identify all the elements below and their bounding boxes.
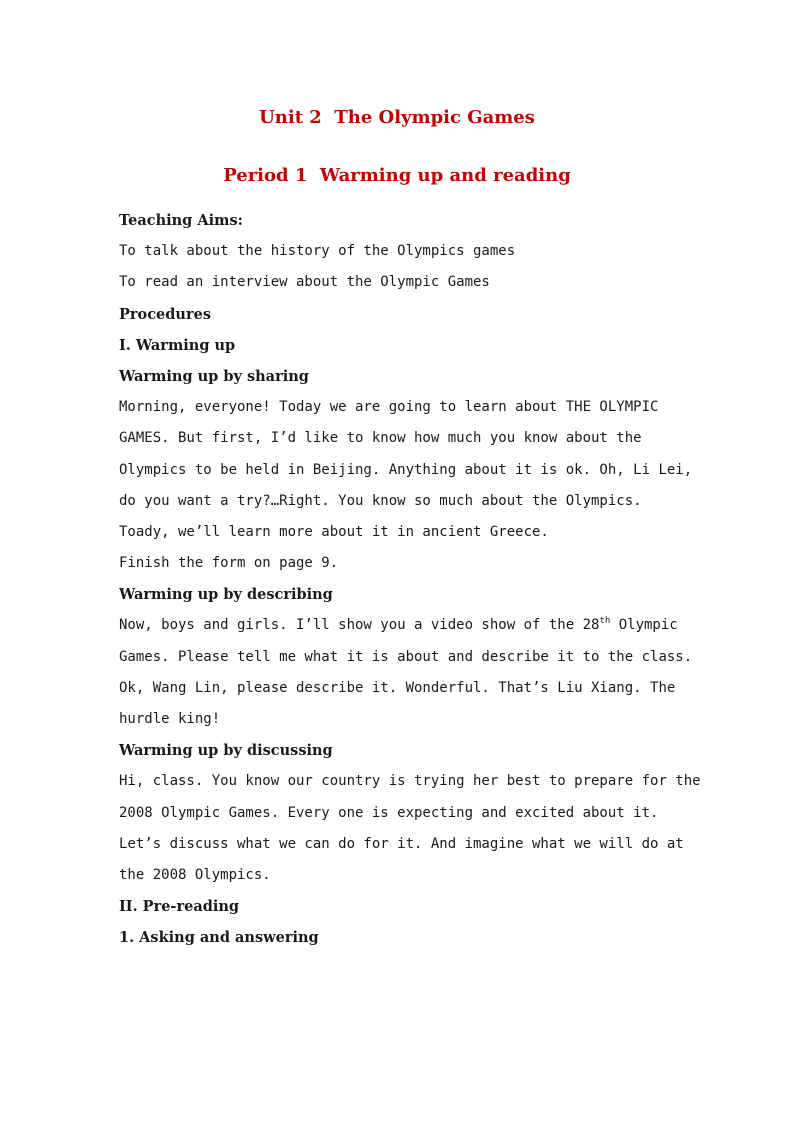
paragraph-line: Toady, we’ll learn more about it in ancient Greece. <box>119 523 549 540</box>
document-body <box>119 205 701 954</box>
ordinal-superscript: th <box>599 616 611 627</box>
teaching-aim-item: To talk about the history of the Olympics games <box>119 243 516 260</box>
paragraph-line: the 2008 Olympics. <box>119 866 271 883</box>
describing-heading: Warming up by describing <box>119 586 333 604</box>
paragraph-line: Finish the form on page 9. <box>119 555 339 572</box>
discussing-heading: Warming up by discussing <box>119 742 333 760</box>
section-warming-up-heading: I. Warming up <box>119 336 236 354</box>
text-segment: Now, boys and girls. I’ll show you a video show of the 28 <box>119 617 600 634</box>
paragraph-line: 2008 Olympic Games. Every one is expecting and excited about it. <box>119 804 659 821</box>
paragraph-line: GAMES. But first, I’d like to know how much you know about the <box>119 430 642 447</box>
procedures-heading: Procedures <box>119 305 211 323</box>
paragraph-line: do you want a try?…Right. You know so much about the Olympics. <box>119 492 642 509</box>
paragraph-line: Ok, Wang Lin, please describe it. Wonderful. That’s Liu Xiang. The <box>119 679 676 696</box>
unit-title: Unit 2 The Olympic Games <box>259 107 535 128</box>
teaching-aims-heading: Teaching Aims: <box>119 212 243 229</box>
text-segment: Olympic <box>610 617 678 634</box>
teaching-aim-item: To read an interview about the Olympic Games <box>119 274 490 291</box>
paragraph-line <box>119 610 679 641</box>
asking-answering-heading: 1. Asking and answering <box>119 929 319 947</box>
paragraph-line: Let’s discuss what we can do for it. And imagine what we will do at <box>119 835 684 852</box>
paragraph-line: Morning, everyone! Today we are going to learn about THE OLYMPIC <box>119 399 659 416</box>
sharing-heading: Warming up by sharing <box>119 367 309 385</box>
paragraph-line: Hi, class. You know our country is trying her best to prepare for the <box>119 773 701 790</box>
paragraph-line: Olympics to be held in Beijing. Anything about it is ok. Oh, Li Lei, <box>119 461 693 478</box>
period-title: Period 1 Warming up and reading <box>223 165 571 186</box>
paragraph-line: Games. Please tell me what it is about and describe it to the class. <box>119 648 693 665</box>
section-pre-reading-heading: II. Pre-reading <box>119 898 240 916</box>
paragraph-line: hurdle king! <box>119 711 221 727</box>
